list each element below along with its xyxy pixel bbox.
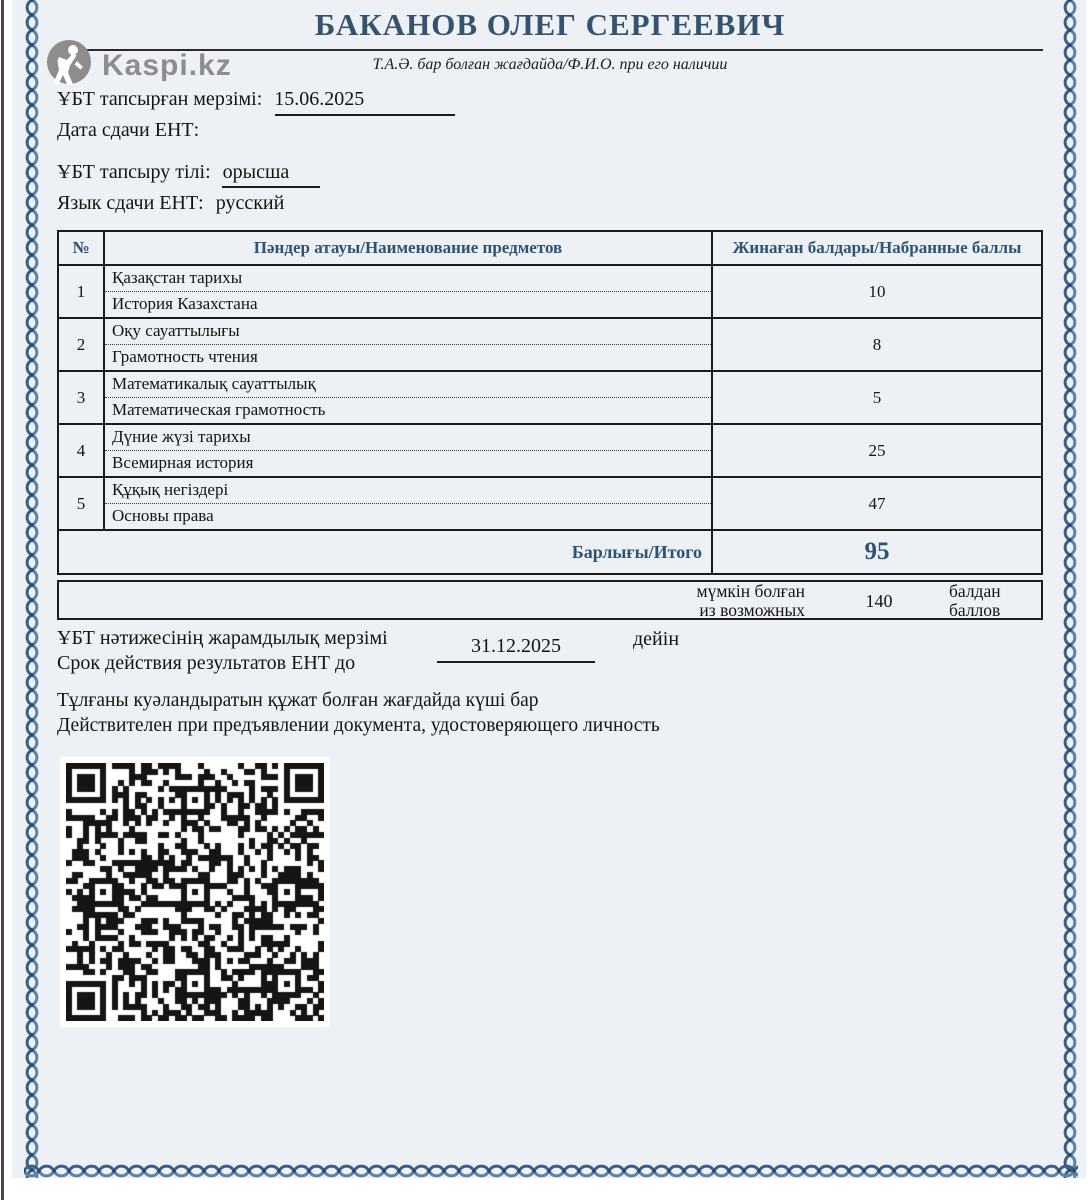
table-row: [59, 423, 1041, 476]
qr-code: [60, 757, 330, 1027]
possible-label-ru: из возможных: [699, 599, 805, 620]
test-date-value: 15.06.2025: [274, 88, 365, 110]
table-row: [59, 264, 1041, 317]
row-number: 2: [59, 319, 105, 370]
test-date-row-ru: [57, 119, 199, 142]
validity-label-ru: Срок действия результатов ЕНТ до: [57, 652, 356, 674]
test-date-row-kk: [57, 88, 364, 111]
language-value-kk: орысша: [222, 161, 290, 183]
language-label-kk: ҰБТ тапсыру тілі:: [57, 161, 211, 183]
row-number: 1: [59, 266, 105, 317]
test-date-label-ru: Дата сдачи ЕНТ:: [57, 119, 200, 141]
subject-name-ru: Математическая грамотность: [112, 400, 326, 420]
scan-edge-line: [1, 0, 4, 1200]
subject-score: 47: [868, 493, 886, 513]
subject-name-kk: Қазақстан тарихы: [105, 266, 711, 292]
table-row: [59, 370, 1041, 423]
subject-name-kk: Құқық негіздері: [105, 478, 711, 504]
col-header-score: Жинаған балдары/Набранные баллы: [732, 238, 1022, 257]
table-row: [59, 476, 1041, 529]
subject-name-kk: Дүние жүзі тарихы: [105, 425, 711, 451]
language-underline: [222, 186, 320, 188]
possible-unit-kk: балдан: [949, 581, 1001, 601]
col-header-subject: Пәндер атауы/Наименование предметов: [105, 232, 713, 264]
border-braid-left: [24, 0, 40, 1183]
test-date-label-kk: ҰБТ тапсырған мерзімі:: [57, 88, 263, 110]
subject-score: 10: [868, 281, 886, 301]
subject-name-ru: Всемирная история: [112, 453, 254, 473]
validity-label-kk: ҰБТ нәтижесінің жарамдылық мерзімі: [57, 627, 388, 649]
possible-score-value: 140: [865, 591, 893, 611]
language-value-ru: русский: [215, 192, 285, 214]
subject-name-ru: Основы права: [112, 506, 214, 526]
subject-name-ru: История Казахстана: [112, 294, 258, 314]
total-score: 95: [864, 538, 890, 565]
disclaimer-kk: Тұлғаны куәландыратын құжат болған жағдайда күші бар: [57, 690, 539, 711]
subject-name-ru: Грамотность чтения: [112, 347, 258, 367]
validity-suffix: дейін: [633, 628, 680, 650]
holder-name: БАКАНОВ ОЛЕГ СЕРГЕЕВИЧ: [314, 7, 786, 42]
test-date-underline: [275, 114, 455, 116]
total-label: Барлығы/Итого: [59, 531, 713, 573]
row-number: 4: [59, 425, 105, 476]
table-header-row: [59, 232, 1041, 264]
language-row-kk: [57, 161, 289, 184]
name-hint: Т.А.Ә. бар болған жағдайда/Ф.И.О. при его наличии: [372, 56, 728, 73]
validity-underline: [437, 661, 595, 663]
possible-label-kk: мүмкін болған: [696, 581, 805, 601]
subject-score: 5: [872, 387, 882, 407]
subject-name-kk: Математикалық сауаттылық: [105, 372, 711, 398]
row-number: 3: [59, 372, 105, 423]
language-row-ru: [57, 192, 284, 215]
border-braid-bottom: [24, 1163, 1078, 1184]
row-number: 5: [59, 478, 105, 529]
col-header-num: №: [59, 232, 105, 264]
possible-score-box: [57, 580, 1043, 620]
subject-score: 8: [872, 334, 882, 354]
border-braid-right: [1062, 0, 1078, 1183]
disclaimer-ru: Действителен при предъявлении документа, удостоверяющего личность: [57, 715, 660, 736]
total-row: [59, 529, 1041, 573]
validity-date: 31.12.2025: [471, 635, 561, 657]
possible-unit-ru: баллов: [949, 599, 1001, 620]
kaspi-person-icon: [46, 39, 92, 90]
subject-name-kk: Оқу сауаттылығы: [105, 319, 711, 345]
subject-score: 25: [868, 440, 886, 460]
scores-table: [57, 230, 1043, 575]
kaspi-logo-text: Kaspi.kz: [102, 48, 232, 82]
kaspi-logo: [46, 39, 232, 90]
language-label-ru: Язык сдачи ЕНТ:: [57, 192, 204, 214]
table-row: [59, 317, 1041, 370]
